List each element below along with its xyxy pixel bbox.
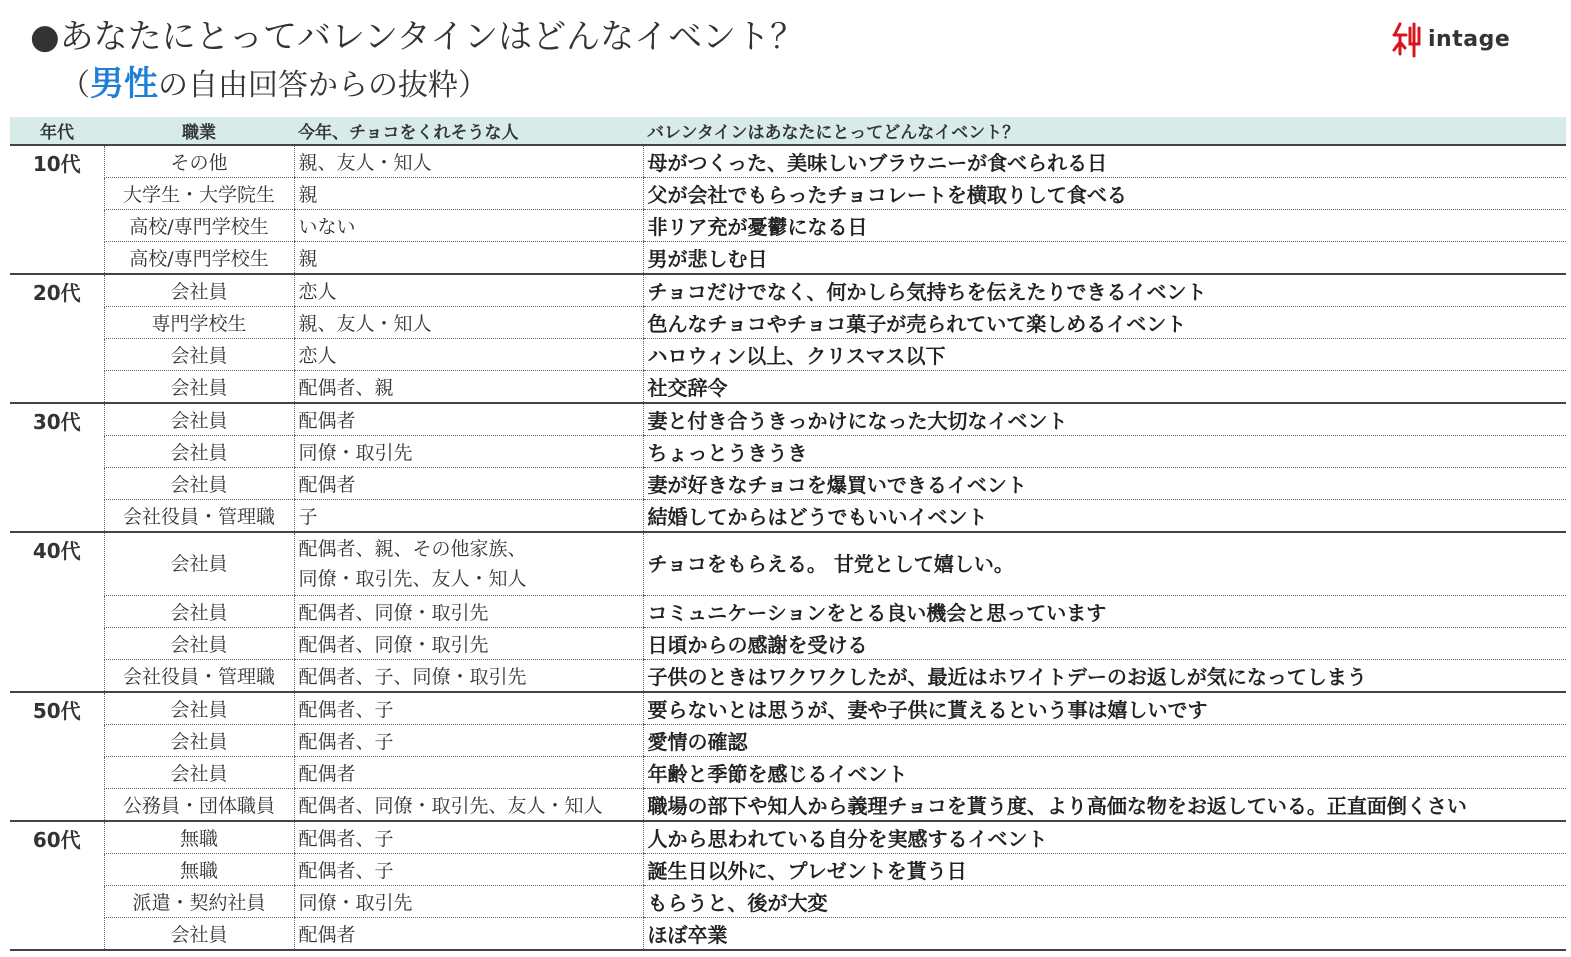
occupation-cell: 公務員・団体職員	[104, 789, 294, 822]
answer-cell: 年齢と季節を感じるイベント	[643, 757, 1566, 789]
occupation-cell: その他	[104, 145, 294, 178]
occupation-cell: 会社役員・管理職	[104, 660, 294, 693]
giver-cell: 親、友人・知人	[294, 307, 643, 339]
header-giver: 今年、チョコをくれそうな人	[294, 117, 643, 145]
answer-cell: 子供のときはワクワクしたが、最近はホワイトデーのお返しが気になってしまう	[643, 660, 1566, 693]
occupation-cell: 高校/専門学校生	[104, 242, 294, 275]
giver-cell: 親	[294, 178, 643, 210]
giver-cell: 配偶者、子	[294, 725, 643, 757]
header-answer: バレンタインはあなたにとってどんなイベント？	[643, 117, 1566, 145]
table-row	[10, 242, 1566, 275]
occupation-cell: 専門学校生	[104, 307, 294, 339]
giver-cell: 配偶者、子、同僚・取引先	[294, 660, 643, 693]
table-row	[10, 210, 1566, 242]
answer-cell: 誕生日以外に、プレゼントを貰う日	[643, 854, 1566, 886]
giver-cell: 配偶者、子	[294, 821, 643, 854]
table-header-row	[10, 117, 1566, 145]
occupation-cell: 会社員	[104, 403, 294, 436]
table-row	[10, 725, 1566, 757]
answer-cell: ハロウィン以上、クリスマス以下	[643, 339, 1566, 371]
table-row	[10, 436, 1566, 468]
table-row	[10, 371, 1566, 404]
answer-cell: 職場の部下や知人から義理チョコを貰う度、より高価な物をお返している。正直面倒くさい	[643, 789, 1566, 822]
table-row	[10, 886, 1566, 918]
giver-cell: 配偶者	[294, 918, 643, 951]
answer-cell: 愛情の確認	[643, 725, 1566, 757]
table-body	[10, 145, 1566, 950]
table-row	[10, 178, 1566, 210]
table-row	[10, 628, 1566, 660]
occupation-cell: 会社員	[104, 725, 294, 757]
occupation-cell: 会社員	[104, 436, 294, 468]
occupation-cell: 会社員	[104, 468, 294, 500]
intage-logo	[1392, 20, 1510, 58]
table-row	[10, 339, 1566, 371]
giver-line: 配偶者、親、その他家族、	[298, 538, 527, 560]
answer-cell: 結婚してからはどうでもいいイベント	[643, 500, 1566, 533]
answer-cell: 日頃からの感謝を受ける	[643, 628, 1566, 660]
answer-cell: 要らないとは思うが、妻や子供に貰えるという事は嬉しいです	[643, 692, 1566, 725]
intage-logo-mark-icon	[1392, 20, 1422, 58]
occupation-cell: 会社員	[104, 596, 294, 628]
table-row	[10, 500, 1566, 533]
subtitle-rest: の自由回答からの抜粋）	[158, 68, 488, 103]
logo-text: intage	[1428, 26, 1511, 52]
responses-table	[10, 117, 1566, 951]
giver-cell: いない	[294, 210, 643, 242]
occupation-cell: 会社員	[104, 371, 294, 404]
giver-cell: 配偶者、同僚・取引先	[294, 596, 643, 628]
table-row	[10, 757, 1566, 789]
age-group-cell: 60代	[10, 821, 104, 950]
table-row	[10, 692, 1566, 725]
giver-cell: 恋人	[294, 274, 643, 307]
giver-cell: 子	[294, 500, 643, 533]
age-group-cell: 20代	[10, 274, 104, 403]
giver-cell: 恋人	[294, 339, 643, 371]
occupation-cell: 派遣・契約社員	[104, 886, 294, 918]
age-group-cell: 40代	[10, 532, 104, 692]
occupation-cell: 会社員	[104, 532, 294, 596]
answer-cell: 社交辞令	[643, 371, 1566, 404]
occupation-cell: 高校/専門学校生	[104, 210, 294, 242]
table-row	[10, 854, 1566, 886]
answer-cell: チョコだけでなく、何かしら気持ちを伝えたりできるイベント	[643, 274, 1566, 307]
giver-cell: 配偶者、子	[294, 692, 643, 725]
age-group-cell: 30代	[10, 403, 104, 532]
table-row	[10, 596, 1566, 628]
giver-cell: 配偶者、子	[294, 854, 643, 886]
age-group-cell: 50代	[10, 692, 104, 821]
answer-cell: ちょっとうきうき	[643, 436, 1566, 468]
occupation-cell: 会社員	[104, 918, 294, 951]
giver-cell: 配偶者	[294, 757, 643, 789]
page-title: ●あなたにとってバレンタインはどんなイベント？	[30, 17, 805, 57]
answer-cell: もらうと、後が大変	[643, 886, 1566, 918]
table-row	[10, 403, 1566, 436]
answer-cell: 妻が好きなチョコを爆買いできるイベント	[643, 468, 1566, 500]
occupation-cell: 無職	[104, 821, 294, 854]
table-row	[10, 660, 1566, 693]
answer-cell: 父が会社でもらったチョコレートを横取りして食べる	[643, 178, 1566, 210]
occupation-cell: 大学生・大学院生	[104, 178, 294, 210]
occupation-cell: 会社員	[104, 274, 294, 307]
answer-cell: 色んなチョコやチョコ菓子が売られていて楽しめるイベント	[643, 307, 1566, 339]
table-row	[10, 145, 1566, 178]
giver-cell: 配偶者、同僚・取引先	[294, 628, 643, 660]
table-row	[10, 532, 1566, 596]
occupation-cell: 会社員	[104, 628, 294, 660]
subtitle-highlight: 男性	[90, 64, 158, 104]
header-occupation: 職業	[104, 117, 294, 145]
subtitle-open-paren: （	[60, 68, 90, 103]
answer-cell: コミュニケーションをとる良い機会と思っています	[643, 596, 1566, 628]
answer-cell: 男が悲しむ日	[643, 242, 1566, 275]
giver-cell: 配偶者	[294, 468, 643, 500]
giver-cell: 同僚・取引先	[294, 886, 643, 918]
page-subtitle	[60, 62, 488, 108]
giver-cell: 親	[294, 242, 643, 275]
answer-cell: 人から思われている自分を実感するイベント	[643, 821, 1566, 854]
table-row	[10, 821, 1566, 854]
table-row	[10, 307, 1566, 339]
table-row	[10, 468, 1566, 500]
age-group-cell: 10代	[10, 145, 104, 274]
giver-line: 同僚・取引先、友人・知人	[298, 568, 527, 590]
giver-cell: 配偶者、親	[294, 371, 643, 404]
giver-cell: 同僚・取引先	[294, 436, 643, 468]
table-row	[10, 789, 1566, 822]
table-row	[10, 918, 1566, 951]
occupation-cell: 会社員	[104, 757, 294, 789]
answer-cell: ほぼ卒業	[643, 918, 1566, 951]
occupation-cell: 無職	[104, 854, 294, 886]
occupation-cell: 会社員	[104, 692, 294, 725]
occupation-cell: 会社役員・管理職	[104, 500, 294, 533]
occupation-cell: 会社員	[104, 339, 294, 371]
giver-cell: 配偶者、同僚・取引先、友人・知人	[294, 789, 643, 822]
table-row	[10, 274, 1566, 307]
answer-cell: 非リア充が憂鬱になる日	[643, 210, 1566, 242]
answer-cell: 妻と付き合うきっかけになった大切なイベント	[643, 403, 1566, 436]
giver-cell: 親、友人・知人	[294, 145, 643, 178]
giver-cell	[294, 532, 643, 596]
answer-cell: 母がつくった、美味しいブラウニーが食べられる日	[643, 145, 1566, 178]
giver-cell: 配偶者	[294, 403, 643, 436]
header-age: 年代	[10, 117, 104, 145]
answer-cell: チョコをもらえる。 甘党として嬉しい。	[643, 532, 1566, 596]
